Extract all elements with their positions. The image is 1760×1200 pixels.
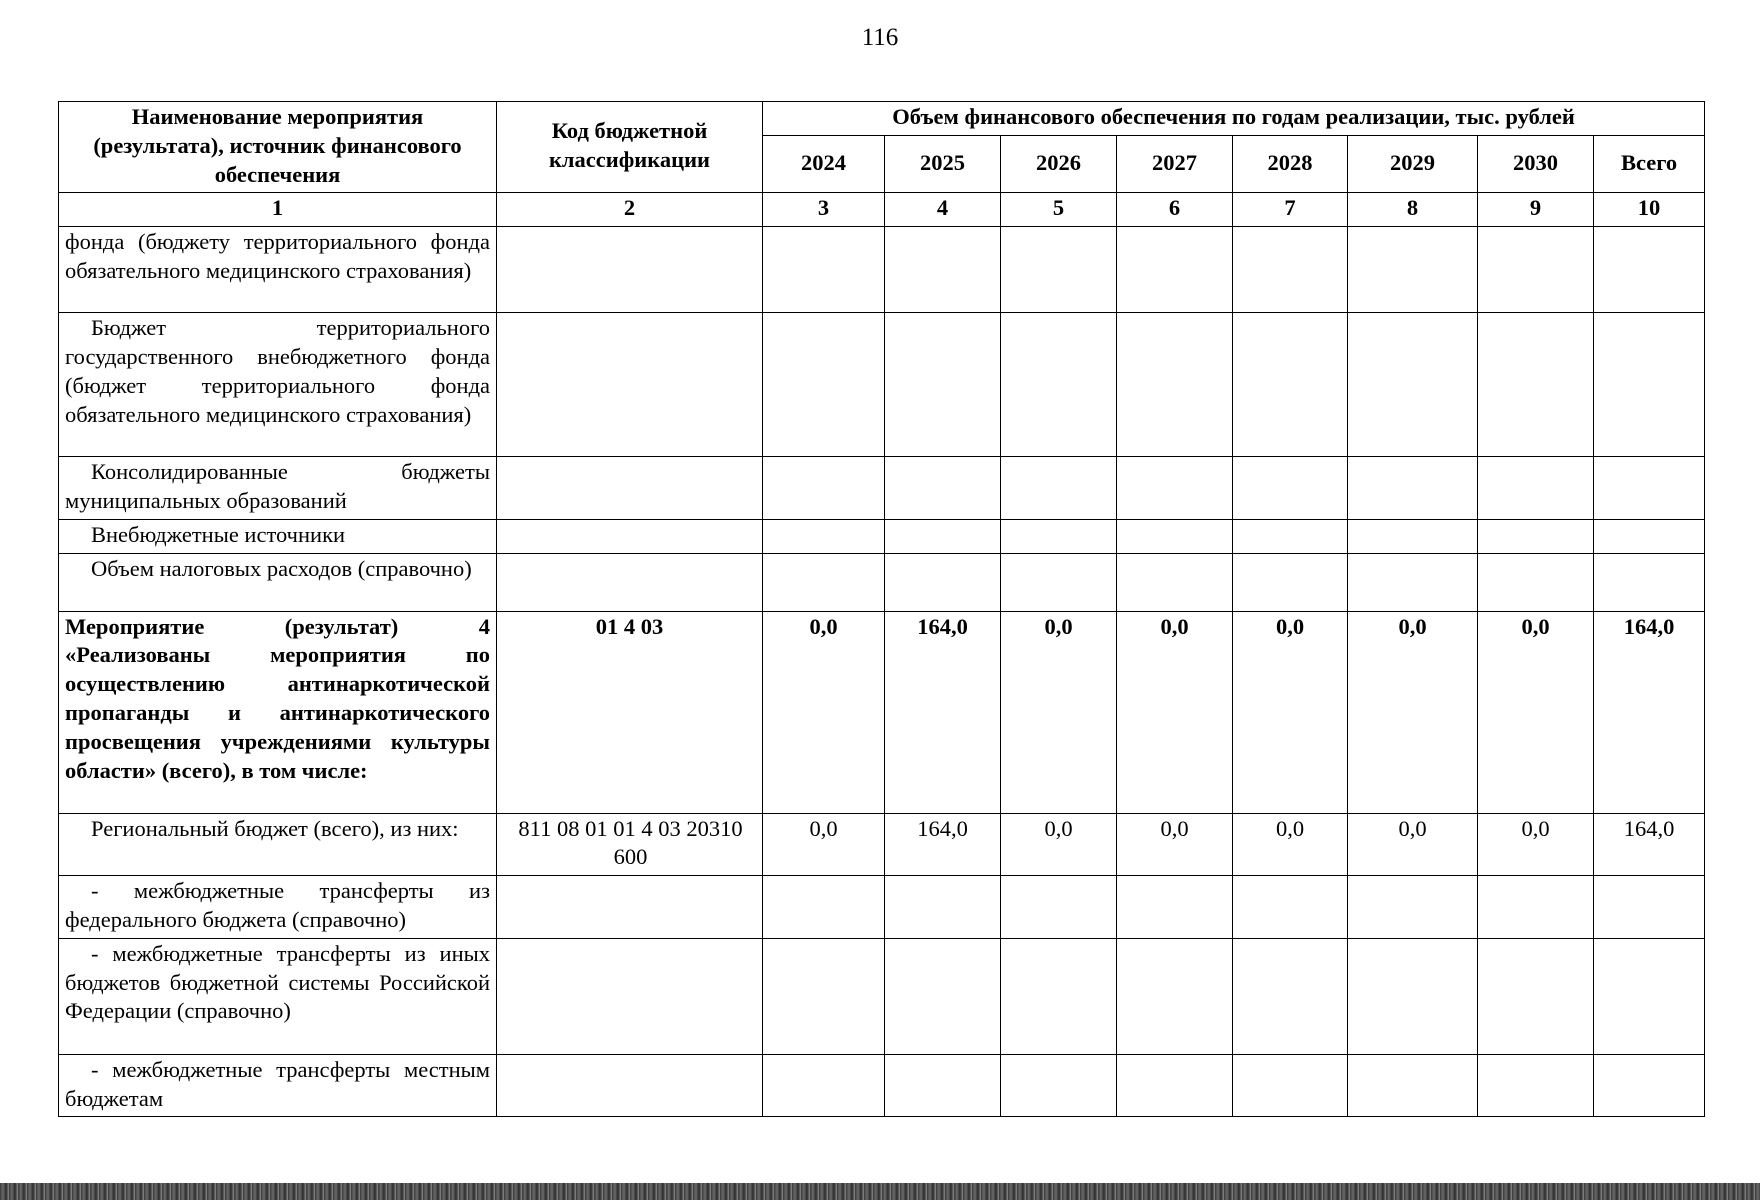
page-number: 116 xyxy=(861,24,899,51)
row-code-line: 811 08 01 01 4 03 20310 xyxy=(518,815,743,841)
table-row xyxy=(59,313,1705,457)
row-value: 0,0 xyxy=(763,611,885,813)
row-value: 0,0 xyxy=(1348,813,1478,876)
scan-edge xyxy=(0,1183,1760,1200)
row-name-text: Региональный бюджет (всего), из них: xyxy=(91,815,459,841)
row-value xyxy=(885,553,1001,611)
row-name: Мероприятие (результат) 4 «Реализованы мероприятия по осуществлению антинаркотической пропаганды и антинаркотического просвещения учреждениями культуры области» (всего), в том числе: xyxy=(59,611,497,813)
row-value xyxy=(1348,457,1478,520)
row-value xyxy=(763,227,885,313)
row-value xyxy=(1478,876,1594,939)
row-value xyxy=(1001,553,1117,611)
header-year-2024: 2024 xyxy=(763,136,885,193)
row-value: 0,0 xyxy=(1233,813,1348,876)
row-value xyxy=(1001,938,1117,1054)
row-value xyxy=(1117,457,1233,520)
row-value xyxy=(885,519,1001,553)
row-code: 01 4 03 xyxy=(497,611,763,813)
row-code xyxy=(497,553,763,611)
row-value xyxy=(763,938,885,1054)
header-name: Наименование мероприятия (результата), источник финансового обеспечения xyxy=(59,102,497,193)
row-code xyxy=(497,313,763,457)
header-year-2027: 2027 xyxy=(1117,136,1233,193)
row-value xyxy=(1117,553,1233,611)
table-row-measure xyxy=(59,611,1705,813)
row-code xyxy=(497,876,763,939)
col-number: 10 xyxy=(1594,193,1705,227)
header-year-2028: 2028 xyxy=(1233,136,1348,193)
table-row xyxy=(59,1054,1705,1117)
row-value xyxy=(763,519,885,553)
row-code xyxy=(497,457,763,520)
row-code xyxy=(497,1054,763,1117)
col-number: 8 xyxy=(1348,193,1478,227)
row-name-text: Консолидированные бюджеты муниципальных образований xyxy=(65,459,490,513)
row-value: 0,0 xyxy=(1001,813,1117,876)
row-value xyxy=(885,227,1001,313)
row-value xyxy=(1594,313,1705,457)
row-value xyxy=(1594,227,1705,313)
row-value xyxy=(1348,313,1478,457)
row-value xyxy=(1478,519,1594,553)
row-value xyxy=(1594,553,1705,611)
row-value xyxy=(763,876,885,939)
row-value xyxy=(1348,1054,1478,1117)
table-row xyxy=(59,519,1705,553)
row-code xyxy=(497,813,763,876)
row-value xyxy=(1594,1054,1705,1117)
col-number: 7 xyxy=(1233,193,1348,227)
row-value xyxy=(1594,519,1705,553)
row-value xyxy=(1478,227,1594,313)
row-code xyxy=(497,519,763,553)
row-value xyxy=(1117,227,1233,313)
row-value: 0,0 xyxy=(1117,611,1233,813)
row-value xyxy=(1117,1054,1233,1117)
row-name-text: - межбюджетные трансферты из иных бюджетов бюджетной системы Российской Федерации (справочно) xyxy=(65,940,490,1024)
row-name xyxy=(59,813,497,876)
row-value xyxy=(1348,553,1478,611)
row-value xyxy=(1478,1054,1594,1117)
row-name xyxy=(59,1054,497,1117)
header-year-2026: 2026 xyxy=(1001,136,1117,193)
table-row xyxy=(59,457,1705,520)
table-row xyxy=(59,813,1705,876)
header-volume: Объем финансового обеспечения по годам реализации, тыс. рублей xyxy=(763,102,1705,136)
row-value: 0,0 xyxy=(1117,813,1233,876)
row-value xyxy=(1233,1054,1348,1117)
row-value xyxy=(1233,457,1348,520)
row-value: 0,0 xyxy=(763,813,885,876)
row-code-line: 600 xyxy=(613,844,648,870)
row-name xyxy=(59,519,497,553)
row-value xyxy=(1001,457,1117,520)
row-value xyxy=(1594,938,1705,1054)
row-value: 0,0 xyxy=(1478,813,1594,876)
row-value xyxy=(1117,938,1233,1054)
row-name xyxy=(59,938,497,1054)
row-name-text: Бюджет территориального государственного внебюджетного фонда (бюджет территориального фонда обязательного медицинского страхования) xyxy=(65,315,490,427)
table-row xyxy=(59,553,1705,611)
row-value xyxy=(1478,313,1594,457)
row-value xyxy=(1001,227,1117,313)
row-value xyxy=(1233,227,1348,313)
row-value xyxy=(1233,876,1348,939)
header-total: Всего xyxy=(1594,136,1705,193)
row-value xyxy=(885,313,1001,457)
row-value xyxy=(1233,519,1348,553)
row-value xyxy=(763,1054,885,1117)
row-name-text: - межбюджетные трансферты местным бюджетам xyxy=(65,1056,490,1111)
budget-table xyxy=(58,101,1705,1117)
row-code xyxy=(497,938,763,1054)
table-row xyxy=(59,876,1705,939)
row-value xyxy=(1478,938,1594,1054)
row-value xyxy=(1348,227,1478,313)
row-name-text: Объем налоговых расходов (справочно) xyxy=(91,555,472,581)
row-value xyxy=(1117,519,1233,553)
row-value: 0,0 xyxy=(1348,611,1478,813)
row-value xyxy=(1478,457,1594,520)
header-year-2025: 2025 xyxy=(885,136,1001,193)
row-value xyxy=(1348,519,1478,553)
column-number-row xyxy=(59,193,1705,227)
row-name xyxy=(59,553,497,611)
col-number: 9 xyxy=(1478,193,1594,227)
col-number: 6 xyxy=(1117,193,1233,227)
row-value xyxy=(1233,553,1348,611)
row-value xyxy=(1594,457,1705,520)
col-number: 3 xyxy=(763,193,885,227)
row-value xyxy=(885,876,1001,939)
row-value xyxy=(763,457,885,520)
row-value: 164,0 xyxy=(885,813,1001,876)
col-number: 4 xyxy=(885,193,1001,227)
header-year-2030: 2030 xyxy=(1478,136,1594,193)
table-row xyxy=(59,938,1705,1054)
row-value xyxy=(885,938,1001,1054)
row-value xyxy=(1233,938,1348,1054)
row-value xyxy=(885,457,1001,520)
row-value xyxy=(1117,313,1233,457)
row-name xyxy=(59,876,497,939)
table-row xyxy=(59,227,1705,313)
col-number: 1 xyxy=(59,193,497,227)
row-value xyxy=(1233,313,1348,457)
row-value xyxy=(1348,938,1478,1054)
row-value: 0,0 xyxy=(1233,611,1348,813)
header-row-1 xyxy=(59,102,1705,136)
row-value xyxy=(1001,876,1117,939)
row-value xyxy=(763,313,885,457)
row-name xyxy=(59,457,497,520)
row-value xyxy=(1001,1054,1117,1117)
row-value xyxy=(1348,876,1478,939)
col-number: 2 xyxy=(497,193,763,227)
col-number: 5 xyxy=(1001,193,1117,227)
row-name-text: - межбюджетные трансферты из федерального бюджета (справочно) xyxy=(65,878,490,932)
row-value xyxy=(885,1054,1001,1117)
row-value xyxy=(1001,519,1117,553)
header-year-2029: 2029 xyxy=(1348,136,1478,193)
row-name: фонда (бюджету территориального фонда обязательного медицинского страхования) xyxy=(59,227,497,313)
row-name xyxy=(59,313,497,457)
row-value: 164,0 xyxy=(1594,813,1705,876)
row-value xyxy=(1594,876,1705,939)
row-value: 164,0 xyxy=(885,611,1001,813)
row-value: 0,0 xyxy=(1001,611,1117,813)
row-value xyxy=(763,553,885,611)
row-code xyxy=(497,227,763,313)
row-value: 0,0 xyxy=(1478,611,1594,813)
row-value xyxy=(1478,553,1594,611)
row-value xyxy=(1117,876,1233,939)
row-value xyxy=(1001,313,1117,457)
row-name-text: Внебюджетные источники xyxy=(91,521,346,547)
header-code: Код бюджетной классификации xyxy=(497,102,763,193)
row-value: 164,0 xyxy=(1594,611,1705,813)
